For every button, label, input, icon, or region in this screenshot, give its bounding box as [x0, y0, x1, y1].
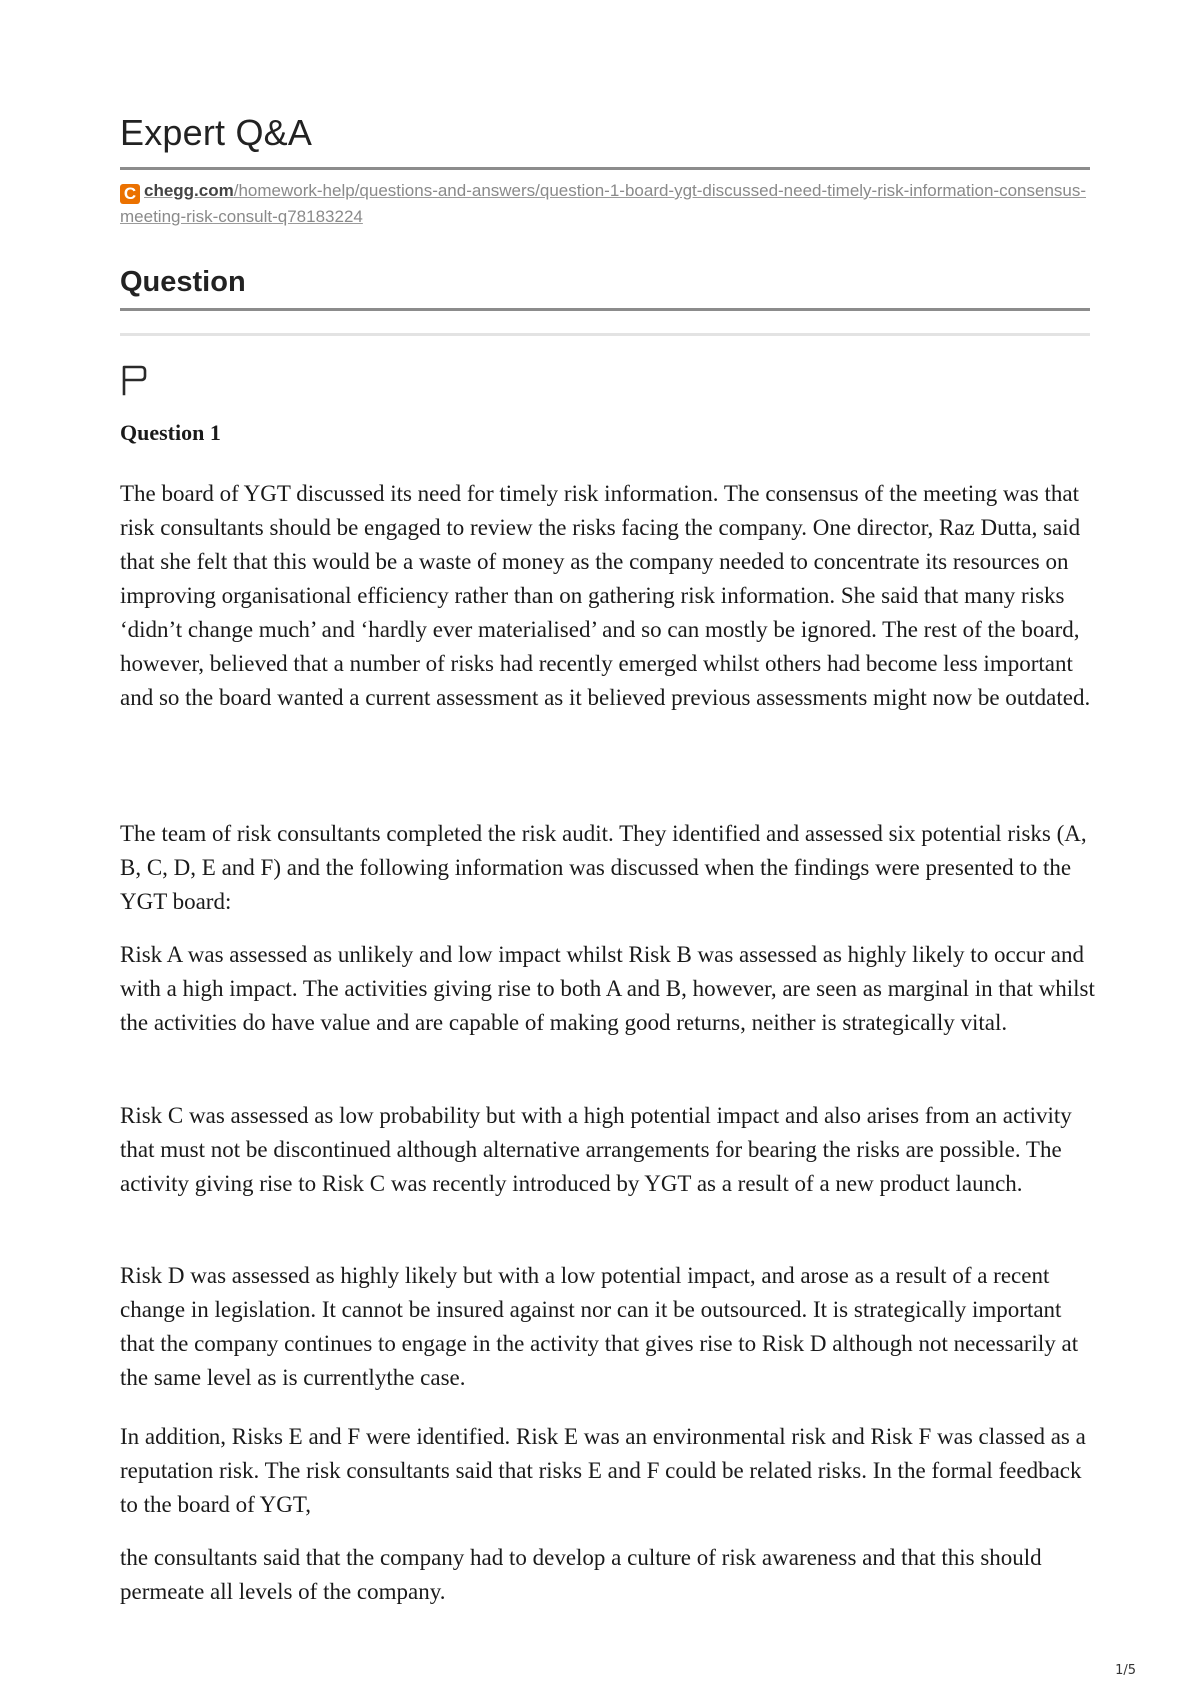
question-paragraph: Risk D was assessed as highly likely but with a low potential impact, and arose as a result of a recent change in legislation. It cannot be insured against nor can it be outsourced. It is strategically important that the company continues to engage in the activity that gives rise to Risk D although not necessarily at the same level as is currentlythe case. [120, 1263, 1079, 1390]
question-paragraph: the consultants said that the company had to develop a culture of risk awareness and that this should permeate all levels of the company. [120, 1545, 1042, 1604]
question-section-heading: Question [120, 266, 246, 298]
flag-icon[interactable] [120, 363, 148, 397]
question-paragraph: The team of risk consultants completed the risk audit. They identified and assessed six potential risks (A, B, C, D, E and F) and the following information was discussed when the findings were presented to the YGT board: [120, 821, 1087, 914]
source-path: /homework-help/questions-and-answers/question-1-board-ygt-discussed-need-timely-risk-information-consensus-meeting-risk-consult-q78183224 [120, 181, 1087, 226]
section-subdivider [120, 333, 1090, 336]
source-domain: chegg.com [144, 181, 234, 200]
question-paragraph: The board of YGT discussed its need for timely risk information. The consensus of the meeting was that risk consultants should be engaged to review the risks facing the company. One director, Raz Dutta, said that she felt that this would be a waste of money as the company needed to concentrate its resources on improving organisational efficiency rather than on gathering risk information. She said that many risks ‘didn’t change much’ and ‘hardly ever materialised’ and so can mostly be ignored. The rest of the board, however, believed that a number of risks had recently emerged whilst others had become less important and so the board wanted a current assessment as it believed previous assessments might now be outdated. [120, 481, 1091, 710]
question-title: Question 1 [120, 420, 221, 445]
source-link[interactable] [120, 178, 1090, 229]
question-paragraph: Risk A was assessed as unlikely and low impact whilst Risk B was assessed as highly likely to occur and with a high impact. The activities giving rise to both A and B, however, are seen as marginal in that whilst the activities do have value and are capable of making good returns, neither is strategically vital. [120, 942, 1095, 1035]
title-divider [120, 167, 1090, 170]
section-divider [120, 308, 1090, 311]
question-paragraph: Risk C was assessed as low probability but with a high potential impact and also arises from an activity that must not be discontinued although alternative arrangements for bearing the risks are possible. The activity giving rise to Risk C was recently introduced by YGT as a result of a new product launch. [120, 1103, 1072, 1196]
page-number: 1/5 [1115, 1663, 1136, 1678]
chegg-logo-icon: C [120, 184, 140, 204]
question-paragraph: In addition, Risks E and F were identified. Risk E was an environmental risk and Risk F was classed as a reputation risk. The risk consultants said that risks E and F could be related risks. In the formal feedback to the board of YGT, [120, 1424, 1086, 1517]
page-title: Expert Q&A [120, 112, 313, 153]
